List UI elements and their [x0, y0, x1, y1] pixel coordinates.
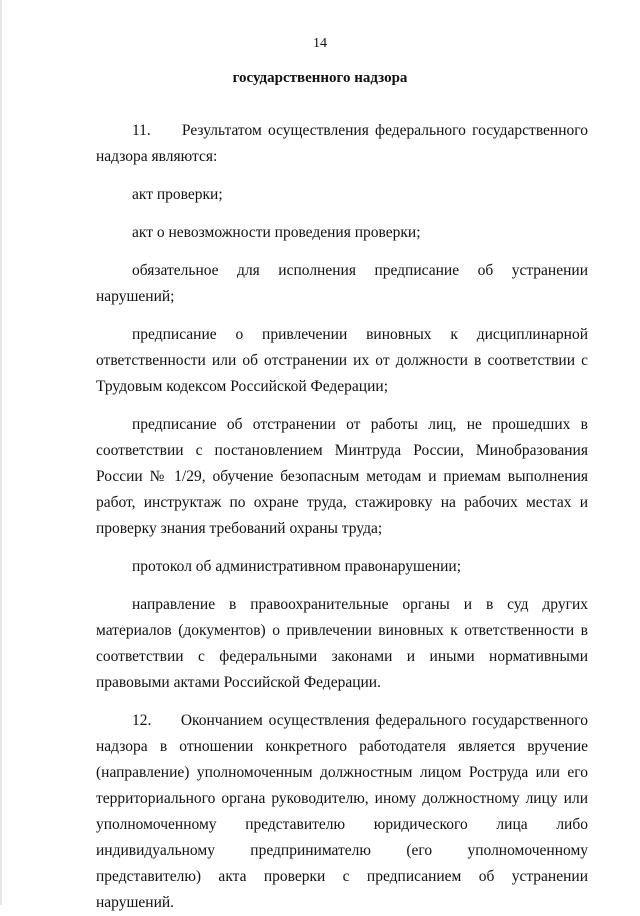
- document-body: [96, 118, 588, 916]
- list-item-impossibility-act: акт о невозможности проведения проверки;: [132, 224, 421, 241]
- list-item-suspension-order: предписание об отстранении от работы лиц, не прошедших в соответствии с постановлением Минтруда России, Минобразования России № 1/29, обучение безопасным методам и приемам выполнения работ, инструктаж по охране труда, стажировку на рабочих местах и проверку знания требований охраны труда;: [96, 416, 588, 537]
- paragraph-12: 12. Окончанием осуществления федерального государственного надзора в отношении конкретного работодателя является вручение (направление) уполномоченным должностным лицом Роструда или его территориального органа руководителю, иному должностному лицу или уполномоченному представителю юридического лица либо индивидуальному предпринимателю (его уполномоченному представителю) акта проверки с предписанием об устранении нарушений.: [96, 712, 588, 911]
- page-number: 14: [313, 36, 327, 51]
- paragraph-11-intro: 11. Результатом осуществления федерального государственного надзора являются:: [96, 122, 588, 165]
- list-item-act: акт проверки;: [132, 186, 223, 203]
- scan-edge-shadow: [0, 0, 2, 905]
- list-item-disciplinary-order: предписание о привлечении виновных к дисциплинарной ответственности или об отстранении их от должности в соответствии с Трудовым кодексом Российской Федерации;: [96, 326, 588, 395]
- section-heading: государственного надзора: [232, 70, 408, 86]
- list-item-protocol: протокол об административном правонарушении;: [132, 558, 462, 575]
- list-item-referral: направление в правоохранительные органы и в суд других материалов (документов) о привлечении виновных к ответственности в соответствии с федеральными законами и иными нормативными правовыми актами Российской Федерации.: [96, 596, 588, 691]
- list-item-mandatory-order: обязательное для исполнения предписание об устранении нарушений;: [96, 262, 588, 305]
